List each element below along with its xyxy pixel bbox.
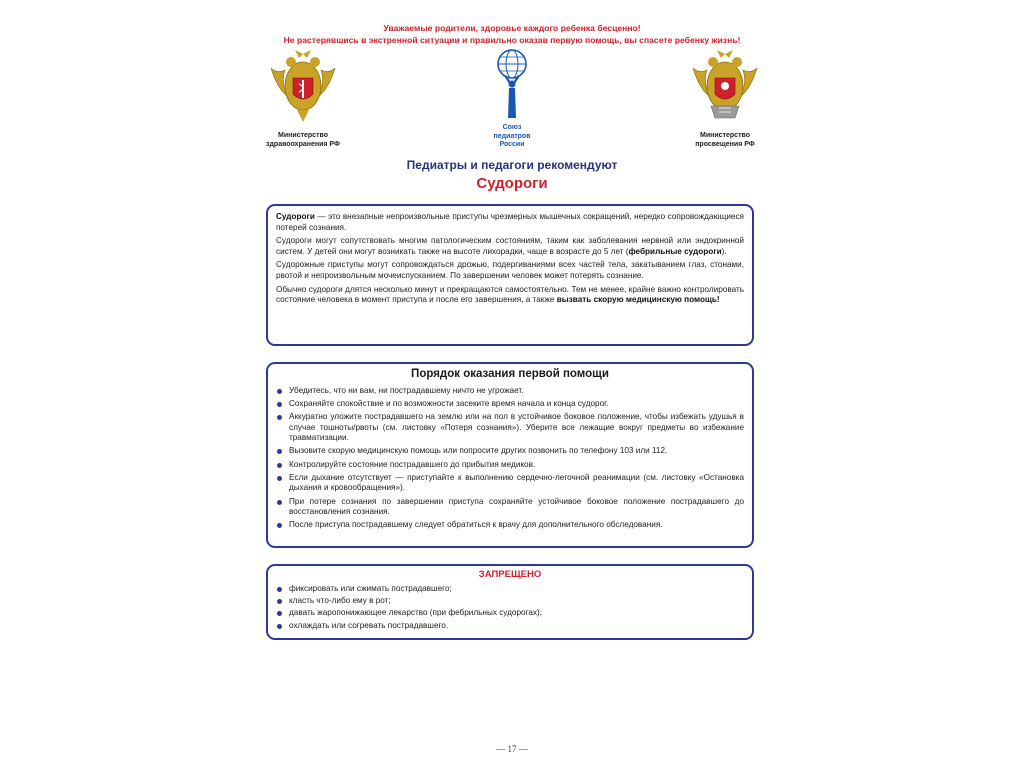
emblem-left-line-1: Министерство	[278, 132, 328, 139]
intro-p2-end: ).	[721, 246, 727, 256]
intro-p2-bold: фебрильные судороги	[628, 246, 722, 256]
list-item-text: Если дыхание отсутствует — приступайте к выполнению сердечно-легочной реанимации (см. листовку «Остановка дыхания и кровообращения»).	[289, 472, 744, 493]
page-number: — 17 —	[496, 744, 528, 754]
list-item	[276, 608, 744, 619]
top-notice	[200, 22, 824, 46]
bullet-icon	[277, 449, 282, 454]
list-item	[276, 399, 744, 410]
list-item	[276, 386, 744, 397]
emblem-right-line-1: Министерство	[700, 132, 750, 139]
intro-p4-start: Обычно судороги длятся несколько минут и прекращаются самостоятельно. Тем не менее, крайне важно контролировать состояние человека в момент приступа и после его завершения, а также	[276, 284, 744, 305]
intro-p2-start: Судороги могут сопутствовать многим патологическим состояниям, таким как заболевания нервной или эндокринной систем. У детей они могут возникать также на высоте лихорадки, чаще в возрасте до 5 лет (	[276, 236, 744, 256]
emblem-education-ministry	[680, 48, 770, 149]
intro-box	[266, 204, 754, 346]
bullet-icon	[277, 463, 282, 468]
list-item	[276, 596, 744, 607]
emblem-center-line-3: России	[499, 141, 525, 148]
intro-paragraph-4	[276, 285, 744, 306]
list-item	[276, 621, 744, 632]
emblem-center-line-2: педиатров	[493, 132, 531, 140]
pediatricians-union-logo-icon	[492, 48, 532, 120]
emblem-left-line-2: здравоохранения РФ	[266, 140, 340, 148]
list-item-text: После приступа пострадавшему следует обратиться к врачу для дополнительного обследования.	[289, 520, 663, 530]
bullet-icon	[277, 611, 282, 616]
coat-of-arms-education-icon	[689, 48, 761, 128]
first-aid-list	[276, 386, 744, 531]
forbidden-box	[266, 564, 754, 640]
page-subtitle: Педиатры и педагоги рекомендуют	[406, 158, 618, 172]
intro-term: Судороги	[276, 212, 315, 221]
emblem-center-line-1: Союз	[502, 124, 522, 131]
intro-p4-bold: вызвать скорую медицинскую помощь!	[556, 295, 720, 305]
coat-of-arms-health-icon	[267, 48, 339, 128]
intro-paragraph-3: Судорожные приступы могут сопровождаться дрожью, подергиваниями всех частей тела, закатыванием глаз, стонами, рвотой и непроизвольным мочеиспусканием. По завершении человек может потерять сознание.	[276, 260, 744, 280]
bullet-icon	[277, 523, 282, 528]
list-item-text: класть что-либо ему в рот;	[289, 595, 391, 605]
intro-paragraph-1	[276, 212, 744, 233]
list-item-text: Сохраняйте спокойствие и по возможности засеките время начала и конца судорог.	[289, 398, 609, 408]
list-item-text: При потере сознания по завершении приступа сохраняйте устойчивое боковое положение пострадавшего до восстановления сознания.	[289, 496, 744, 517]
bullet-icon	[277, 624, 282, 629]
bullet-icon	[277, 500, 282, 505]
bullet-icon	[277, 587, 282, 592]
first-aid-box	[266, 362, 754, 548]
first-aid-heading: Порядок оказания первой помощи	[411, 368, 609, 380]
list-item	[276, 460, 744, 471]
bullet-icon	[277, 599, 282, 604]
bullet-icon	[277, 476, 282, 481]
emblem-pediatricians-union	[480, 48, 544, 150]
notice-line-1: Уважаемые родители, здоровье каждого ребенка бесценно!	[383, 23, 641, 33]
list-item	[276, 584, 744, 595]
list-item-text: Убедитесь, что ни вам, ни пострадавшему ничто не угрожает.	[289, 385, 524, 395]
list-item-text: Аккуратно уложите пострадавшего на землю или на пол в устойчивое боковое положение, чтобы избежать удушья в случае тошноты/рвоты (см. листовку «Потеря сознания»). Уберите все лежащие вокруг предметы во избежание травматизации.	[289, 411, 744, 443]
bullet-icon	[277, 402, 282, 407]
list-item-text: Вызовите скорую медицинскую помощь или попросите других позвонить по телефону 103 или 112.	[289, 446, 668, 456]
list-item	[276, 446, 744, 457]
list-item-text: Контролируйте состояние пострадавшего до прибытия медиков.	[289, 459, 536, 469]
list-item	[276, 520, 744, 531]
bullet-icon	[277, 389, 282, 394]
intro-paragraph-2	[276, 236, 744, 257]
intro-p1-text: — это внезапные непроизвольные приступы чрезмерных мышечных сокращений, нередко сопровождающиеся потерей сознания.	[276, 212, 744, 232]
forbidden-heading: ЗАПРЕЩЕНО	[478, 569, 542, 580]
list-item	[276, 497, 744, 518]
list-item	[276, 473, 744, 494]
emblem-right-line-2: просвещения РФ	[695, 140, 755, 148]
list-item-text: охлаждать или согревать пострадавшего.	[289, 620, 449, 630]
emblem-health-ministry	[258, 48, 348, 149]
list-item	[276, 412, 744, 444]
list-item-text: фиксировать или сжимать пострадавшего;	[289, 583, 452, 593]
forbidden-list	[276, 584, 744, 632]
notice-line-2: Не растерявшись в экстренной ситуации и правильно оказав первую помощь, вы спасете ребенку жизнь!	[283, 35, 741, 45]
bullet-icon	[277, 415, 282, 420]
page-title: Судороги	[476, 175, 548, 192]
list-item-text: давать жаропонижающее лекарство (при фебрильных судорогах);	[289, 608, 542, 618]
